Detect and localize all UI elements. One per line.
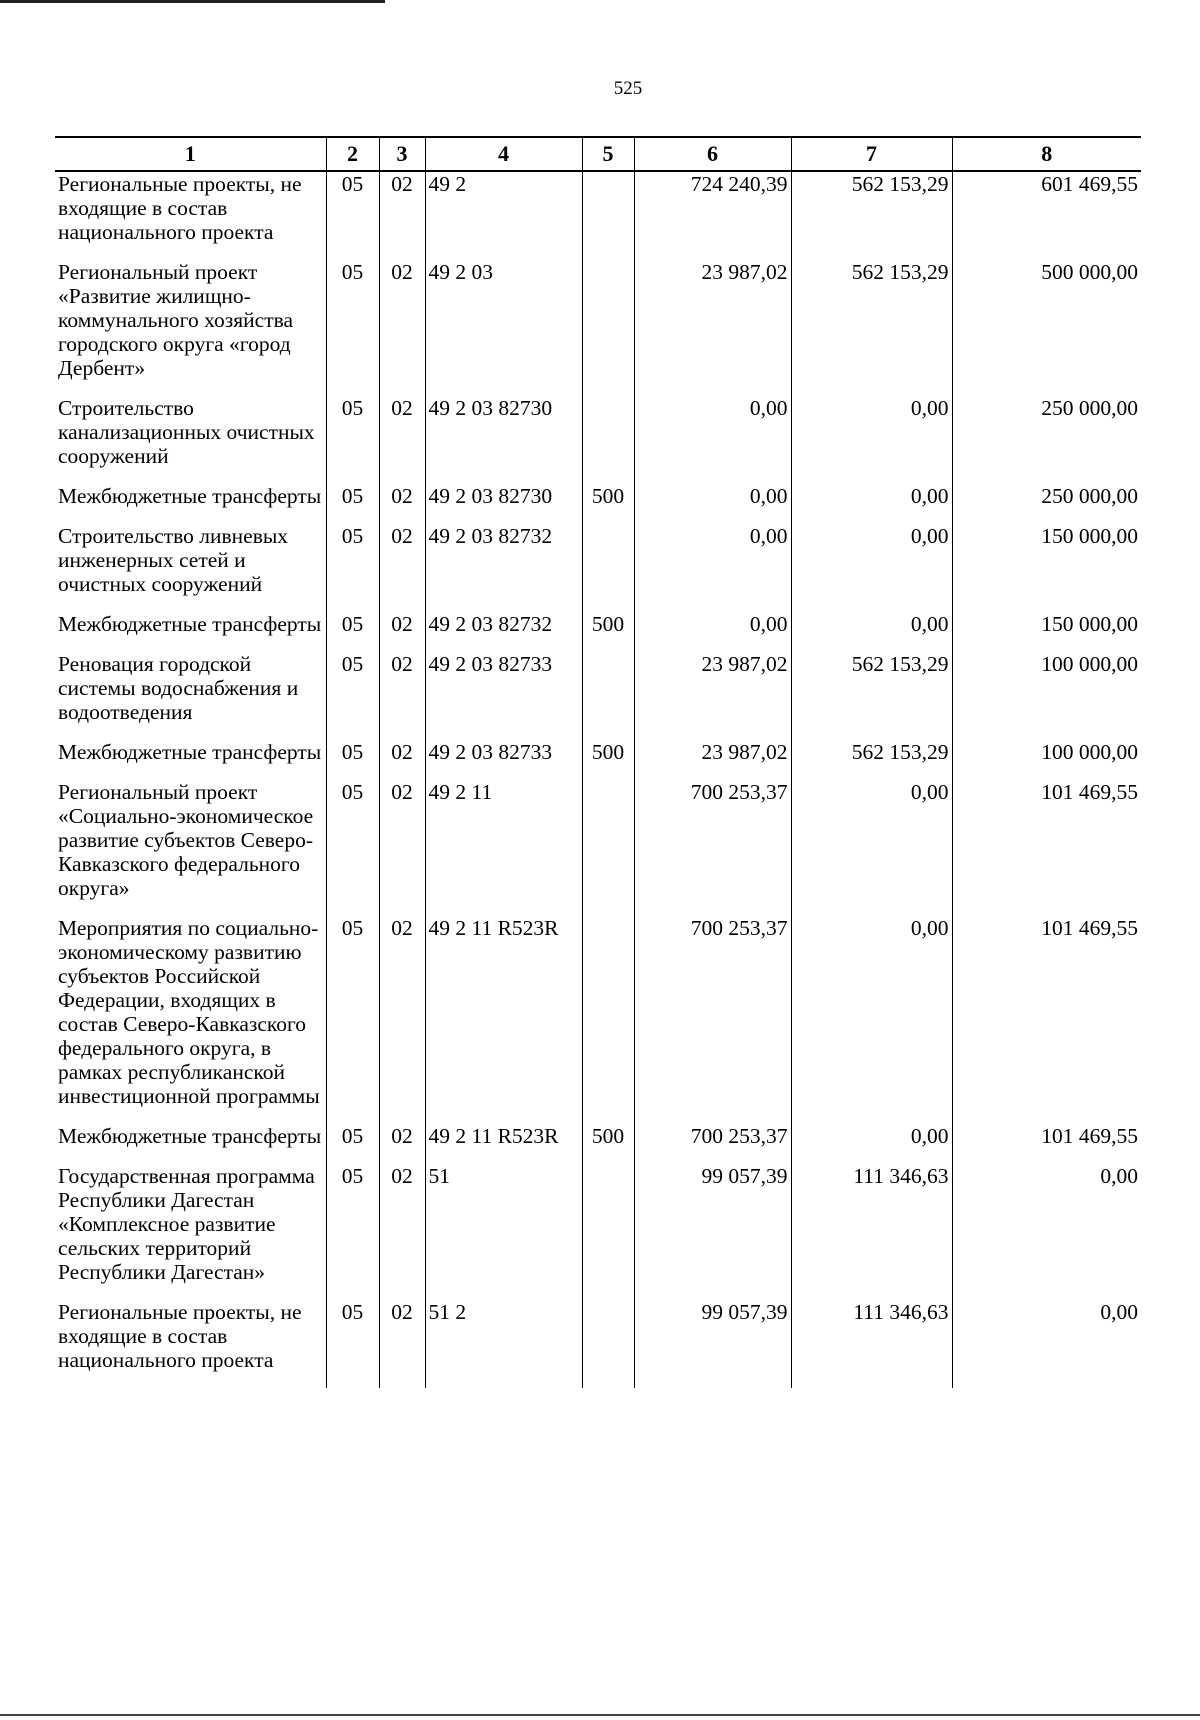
target-article-code: 49 2 03 82730	[425, 484, 582, 524]
expense-type-code	[582, 260, 634, 396]
target-article-code: 49 2 11 R523R	[425, 1124, 582, 1164]
row-name: Государственная программа Республики Дагестан «Комплексное развитие сельских территорий Республики Дагестан»	[58, 1164, 315, 1284]
target-article-code: 49 2 03 82733	[425, 652, 582, 740]
row-name: Региональный проект «Развитие жилищно-коммунального хозяйства городского округа «город Дербент»	[58, 260, 294, 380]
expense-type-code	[582, 171, 634, 260]
subsection-code: 02	[379, 652, 425, 740]
subsection-code: 02	[379, 780, 425, 916]
column-header: 7	[791, 137, 952, 171]
row-name: Реновация городской системы водоснабжения и водоотведения	[58, 652, 299, 724]
target-article-code: 49 2 11	[425, 780, 582, 916]
page-number: 525	[613, 78, 643, 99]
subsection-code: 02	[379, 260, 425, 396]
expense-type-code: 500	[582, 612, 634, 652]
row-name: Региональные проекты, не входящие в состав национального проекта	[58, 1300, 302, 1372]
expense-type-code	[582, 396, 634, 484]
section-code: 05	[326, 396, 379, 484]
amount-column-8: 601 469,55	[952, 171, 1141, 260]
section-code: 05	[326, 652, 379, 740]
table-row	[55, 396, 1141, 484]
section-code: 05	[326, 780, 379, 916]
row-name: Строительство канализационных очистных сооружений	[58, 396, 315, 468]
table-row	[55, 652, 1141, 740]
amount-column-8: 100 000,00	[952, 652, 1141, 740]
table-row	[55, 484, 1141, 524]
subsection-code: 02	[379, 171, 425, 260]
table-row	[55, 171, 1141, 260]
amount-column-7: 562 153,29	[791, 652, 952, 740]
subsection-code: 02	[379, 396, 425, 484]
subsection-code: 02	[379, 916, 425, 1124]
target-article-code: 49 2 03 82732	[425, 612, 582, 652]
expense-type-code	[582, 1164, 634, 1300]
amount-column-6: 0,00	[634, 524, 791, 612]
table-row	[55, 260, 1141, 396]
table-row	[55, 916, 1141, 1124]
row-name: Строительство ливневых инженерных сетей и очистных сооружений	[58, 524, 289, 596]
amount-column-7: 111 346,63	[791, 1300, 952, 1388]
amount-column-8: 500 000,00	[952, 260, 1141, 396]
amount-column-6: 99 057,39	[634, 1164, 791, 1300]
expense-type-code: 500	[582, 740, 634, 780]
table-row	[55, 524, 1141, 612]
amount-column-7: 562 153,29	[791, 171, 952, 260]
top-edge-rule	[0, 0, 385, 3]
row-name: Межбюджетные трансферты	[58, 1124, 322, 1148]
subsection-code: 02	[379, 612, 425, 652]
amount-column-6: 700 253,37	[634, 1124, 791, 1164]
subsection-code: 02	[379, 524, 425, 612]
expense-type-code: 500	[582, 484, 634, 524]
table-row	[55, 740, 1141, 780]
amount-column-6: 0,00	[634, 484, 791, 524]
target-article-code: 49 2 03 82733	[425, 740, 582, 780]
row-name: Межбюджетные трансферты	[58, 612, 322, 636]
column-header: 2	[326, 137, 379, 171]
amount-column-7: 562 153,29	[791, 260, 952, 396]
column-header: 6	[634, 137, 791, 171]
target-article-code: 49 2 03 82730	[425, 396, 582, 484]
amount-column-7: 0,00	[791, 612, 952, 652]
target-article-code: 51 2	[425, 1300, 582, 1388]
subsection-code: 02	[379, 1300, 425, 1388]
amount-column-6: 700 253,37	[634, 916, 791, 1124]
table-row	[55, 1124, 1141, 1164]
expense-type-code	[582, 652, 634, 740]
target-article-code: 49 2 03 82732	[425, 524, 582, 612]
amount-column-7: 0,00	[791, 396, 952, 484]
amount-column-8: 250 000,00	[952, 484, 1141, 524]
target-article-code: 49 2	[425, 171, 582, 260]
expense-type-code	[582, 916, 634, 1124]
amount-column-7: 111 346,63	[791, 1164, 952, 1300]
row-name: Межбюджетные трансферты	[58, 740, 322, 764]
column-header: 1	[55, 137, 326, 171]
amount-column-8: 0,00	[952, 1300, 1141, 1388]
amount-column-6: 700 253,37	[634, 780, 791, 916]
column-header: 8	[952, 137, 1141, 171]
amount-column-8: 100 000,00	[952, 740, 1141, 780]
section-code: 05	[326, 612, 379, 652]
row-name: Межбюджетные трансферты	[58, 484, 322, 508]
target-article-code: 51	[425, 1164, 582, 1300]
section-code: 05	[326, 1300, 379, 1388]
target-article-code: 49 2 03	[425, 260, 582, 396]
table-row	[55, 1300, 1141, 1388]
amount-column-7: 0,00	[791, 484, 952, 524]
amount-column-7: 0,00	[791, 1124, 952, 1164]
table-row	[55, 780, 1141, 916]
section-code: 05	[326, 524, 379, 612]
target-article-code: 49 2 11 R523R	[425, 916, 582, 1124]
row-name: Региональный проект «Социально-экономическое развитие субъектов Северо-Кавказского федерального округа»	[58, 780, 314, 900]
amount-column-7: 562 153,29	[791, 740, 952, 780]
amount-column-8: 101 469,55	[952, 780, 1141, 916]
column-header: 4	[425, 137, 582, 171]
amount-column-6: 23 987,02	[634, 260, 791, 396]
amount-column-6: 23 987,02	[634, 652, 791, 740]
expense-type-code	[582, 780, 634, 916]
section-code: 05	[326, 740, 379, 780]
table-row	[55, 612, 1141, 652]
table-body	[55, 171, 1141, 1388]
expense-type-code	[582, 524, 634, 612]
table-row	[55, 1164, 1141, 1300]
column-header: 5	[582, 137, 634, 171]
bottom-edge-rule	[0, 1714, 1200, 1716]
amount-column-8: 101 469,55	[952, 1124, 1141, 1164]
amount-column-6: 23 987,02	[634, 740, 791, 780]
expense-type-code	[582, 1300, 634, 1388]
section-code: 05	[326, 171, 379, 260]
header-row	[55, 137, 1141, 171]
subsection-code: 02	[379, 1124, 425, 1164]
amount-column-8: 0,00	[952, 1164, 1141, 1300]
section-code: 05	[326, 1164, 379, 1300]
amount-column-8: 150 000,00	[952, 612, 1141, 652]
section-code: 05	[326, 260, 379, 396]
amount-column-6: 0,00	[634, 396, 791, 484]
amount-column-7: 0,00	[791, 780, 952, 916]
section-code: 05	[326, 484, 379, 524]
amount-column-7: 0,00	[791, 916, 952, 1124]
section-code: 05	[326, 1124, 379, 1164]
amount-column-6: 0,00	[634, 612, 791, 652]
amount-column-8: 150 000,00	[952, 524, 1141, 612]
subsection-code: 02	[379, 484, 425, 524]
amount-column-8: 250 000,00	[952, 396, 1141, 484]
expense-type-code: 500	[582, 1124, 634, 1164]
amount-column-7: 0,00	[791, 524, 952, 612]
amount-column-6: 724 240,39	[634, 171, 791, 260]
column-header: 3	[379, 137, 425, 171]
row-name: Мероприятия по социально-экономическому развитию субъектов Российской Федерации, входящих в состав Северо-Кавказского федерального округа, в рамках республиканской инвестиционной программы	[58, 916, 320, 1108]
row-name: Региональные проекты, не входящие в состав национального проекта	[58, 172, 302, 244]
budget-table	[55, 136, 1141, 1388]
subsection-code: 02	[379, 1164, 425, 1300]
subsection-code: 02	[379, 740, 425, 780]
amount-column-8: 101 469,55	[952, 916, 1141, 1124]
section-code: 05	[326, 916, 379, 1124]
amount-column-6: 99 057,39	[634, 1300, 791, 1388]
